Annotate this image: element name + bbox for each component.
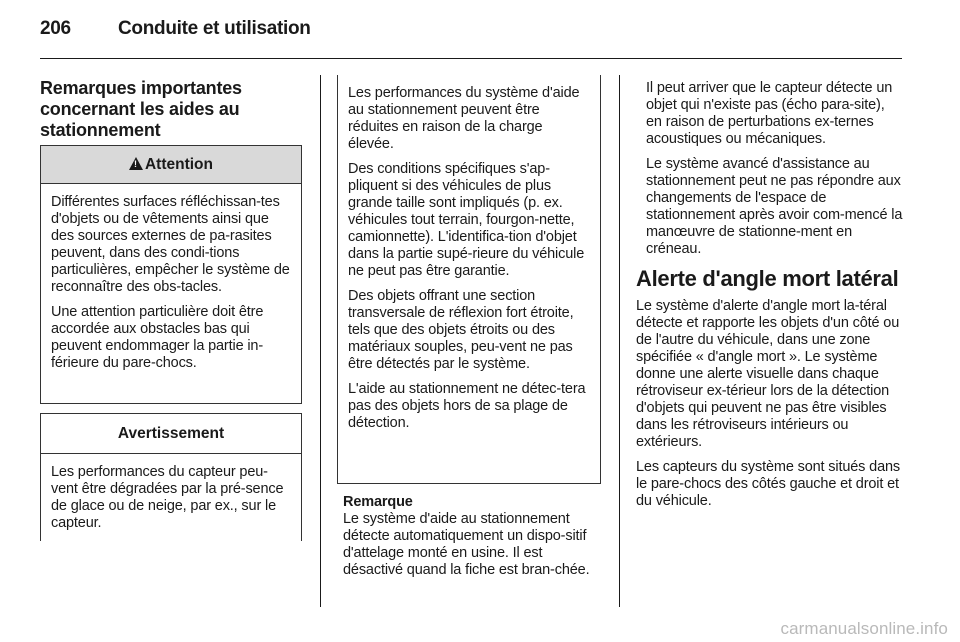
- attention-paragraph: Différentes surfaces réfléchissan-tes d'objets ou de vêtements ainsi que des sources externes de pa-rasites peuvent, dans des condi-tions particulières, empêcher le système de reconnaître des obs-tacles.: [51, 194, 290, 295]
- column-three: [636, 80, 904, 518]
- page-number: 206: [40, 18, 71, 39]
- continued-attention-box: [337, 75, 601, 484]
- avertissement-box: [40, 413, 302, 541]
- avertissement-label: Avertissement: [117, 424, 225, 442]
- box-paragraph: Des conditions spécifiques s'ap-pliquent si des véhicules de plus grande taille sont impliqués (p. ex. véhicules tout terrain, fourgon-nette, camionnette). L'identifica-tion d'objet dans la partie supé-rieure du véhicule ne peut pas être garantie.: [348, 161, 585, 279]
- remark-text: Le système d'aide au stationnement détecte automatiquement un dispo-sitif d'attelage monté en usine. Il est désactivé quand la fiche est bran-chée.: [343, 511, 590, 578]
- warning-triangle-icon: [129, 157, 143, 170]
- attention-paragraph: Une attention particulière doit être accordée aux obstacles bas qui peuvent endommager la partie in-férieure du pare-chocs.: [51, 304, 264, 371]
- section-heading-parking-remarks: Remarques importantes concernant les aides au stationnement: [40, 78, 242, 140]
- body-paragraph: Le système d'alerte d'angle mort la-téral détecte et rapporte les objets d'un côté ou de l'autre du véhicule, dans une zone spécifiée « d'angle mort ». Le système donne une alerte visuelle dans chaque rétroviseur ex-térieur lors de la détection d'objets qui peuvent ne pas être visibles dans les rétroviseurs intérieurs ou extérieurs.: [636, 298, 900, 450]
- continued-box-body: [338, 75, 600, 432]
- section-heading-blind-spot: Alerte d'angle mort latéral: [636, 266, 899, 291]
- attention-box: [40, 145, 302, 404]
- column-divider: [619, 75, 620, 607]
- box-paragraph: L'aide au stationnement ne détec-tera pas des objets hors de sa plage de détection.: [348, 381, 586, 431]
- avertissement-paragraph: Les performances du capteur peu-vent être dégradées par la pré-sence de glace ou de neige, par ex., sur le capteur.: [51, 464, 284, 531]
- header-divider: [40, 58, 902, 59]
- chapter-title: Conduite et utilisation: [118, 18, 311, 39]
- box-paragraph: Des objets offrant une section transversale de réflexion fort étroite, tels que des objets étroits ou des matériaux souples, peu-vent ne pas être détectés par le système.: [348, 288, 574, 372]
- attention-label: Attention: [144, 155, 213, 173]
- remark-block: [343, 494, 605, 579]
- remark-title: Remarque: [343, 494, 413, 510]
- avertissement-box-body: [41, 454, 301, 532]
- attention-box-header: [41, 146, 301, 184]
- column-divider: [320, 75, 321, 607]
- body-paragraph: Il peut arriver que le capteur détecte un objet qui n'existe pas (écho para-site), en raison de perturbations ex-ternes acoustiques ou mécaniques.: [646, 80, 893, 147]
- avertissement-box-header: [41, 414, 301, 454]
- attention-box-body: [41, 184, 301, 372]
- body-paragraph: Les capteurs du système sont situés dans le pare-chocs des côtés gauche et droit et du véhicule.: [636, 459, 901, 509]
- watermark: carmanualsonline.info: [780, 619, 948, 638]
- body-paragraph: Le système avancé d'assistance au stationnement peut ne pas répondre aux changements de l'espace de stationnement après avoir com-mencé la manœuvre de stationne-ment en créneau.: [646, 156, 903, 257]
- page-header: [40, 18, 311, 40]
- box-paragraph: Les performances du système d'aide au stationnement peuvent être réduites en raison de la charge élevée.: [348, 85, 580, 152]
